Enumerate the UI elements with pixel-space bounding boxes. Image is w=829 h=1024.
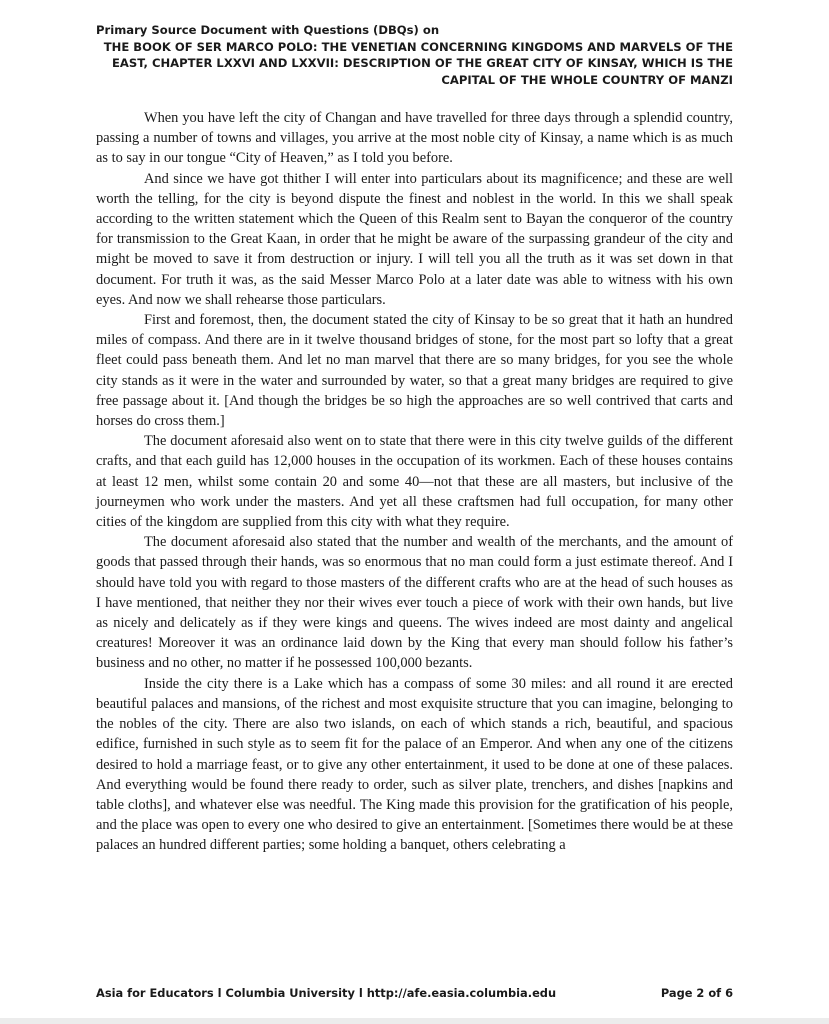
- footer-source: Asia for Educators l Columbia University l http://afe.easia.columbia.edu: [96, 986, 557, 1000]
- paragraph-6: Inside the city there is a Lake which has a compass of some 30 miles: and all round it are erected beautiful palaces and mansions, of the richest and most exquisite structure that you can imagine, belonging to the nobles of the city. There are also two islands, on each of which stands a rich, beautiful, and spacious edifice, furnished in such style as to seem fit for the palace of an Emperor. And when any one of the citizens desired to hold a marriage feast, or to give any other entertainment, it used to be done at one of these palaces. And everything would be found there ready to order, such as silver plate, trenchers, and dishes [napkins and table cloths], and whatever else was needful. The King made this provision for the gratification of his people, and the place was open to every one who desired to give an entertainment. [Sometimes there would be at these palaces an hundred different parties; some holding a banquet, others celebrating a: [96, 675, 733, 854]
- paragraph-3: First and foremost, then, the document stated the city of Kinsay to be so great that it hath an hundred miles of compass. And there are in it twelve thousand bridges of stone, for the most part so lofty that a great fleet could pass beneath them. And let no man marvel that there are so many bridges, for you see the whole city stands as it were in the water and surrounded by water, so that a great many bridges are required to give free passage about it. [And though the bridges be so high the approaches are so well contrived that carts and horses do cross them.]: [96, 312, 733, 430]
- header-subtitle: Primary Source Document with Questions (DBQs) on: [96, 23, 440, 37]
- paragraph-2: And since we have got thither I will enter into particulars about its magnificence; and these are well worth the telling, for the city is beyond dispute the finest and noblest in the world. In this we shall speak according to the written statement which the Queen of this Realm sent to Bayan the conqueror of the country for transmission to the Great Kaan, in order that he might be aware of the surpassing grandeur of the city and might be moved to save it from destruction or injury. I will tell you all the truth as it was set down in that document. For truth it was, as the said Messer Marco Polo at a later date was able to witness with his own eyes. And now we shall rehearse those particulars.: [96, 170, 733, 308]
- page-bottom-edge: [0, 1018, 829, 1024]
- document-header: [96, 22, 733, 88]
- header-title-line-3: CAPITAL OF THE WHOLE COUNTRY OF MANZI: [441, 72, 733, 87]
- header-title-line-1: THE BOOK OF SER MARCO POLO: THE VENETIAN CONCERNING KINGDOMS AND MARVELS OF THE: [103, 39, 733, 54]
- paragraph-1: When you have left the city of Changan and have travelled for three days through a splendid country, passing a number of towns and villages, you arrive at the most noble city of Kinsay, a name which is as much as to say in our tongue “City of Heaven,” as I told you before.: [96, 110, 733, 167]
- document-body: [96, 108, 733, 856]
- paragraph-4: The document aforesaid also went on to state that there were in this city twelve guilds of the different crafts, and that each guild has 12,000 houses in the occupation of its workmen. Each of these houses contains at least 12 men, whilst some contain 20 and some 40—not that these are all masters, but inclusive of the journeymen who work under the masters. And yet all these craftsmen had full occupation, for many other cities of the kingdom are supplied from this city with what they require.: [96, 433, 733, 531]
- paragraph-5: The document aforesaid also stated that the number and wealth of the merchants, and the amount of goods that passed through their hands, was so enormous that no man could form a just estimate thereof. And I should have told you with regard to those masters of the different crafts who are at the head of such houses as I have mentioned, that neither they nor their wives ever touch a piece of work with their own hands, but live as nicely and delicately as if they were kings and queens. The wives indeed are most dainty and angelical creatures! Moreover it was an ordinance laid down by the King that every man should follow his father’s business and no other, no matter if he possessed 100,000 bezants.: [96, 534, 733, 672]
- page-number: Page 2 of 6: [660, 986, 733, 1000]
- header-title-line-2: EAST, CHAPTER LXXVI AND LXXVII: DESCRIPTION OF THE GREAT CITY OF KINSAY, WHICH IS THE: [112, 56, 733, 70]
